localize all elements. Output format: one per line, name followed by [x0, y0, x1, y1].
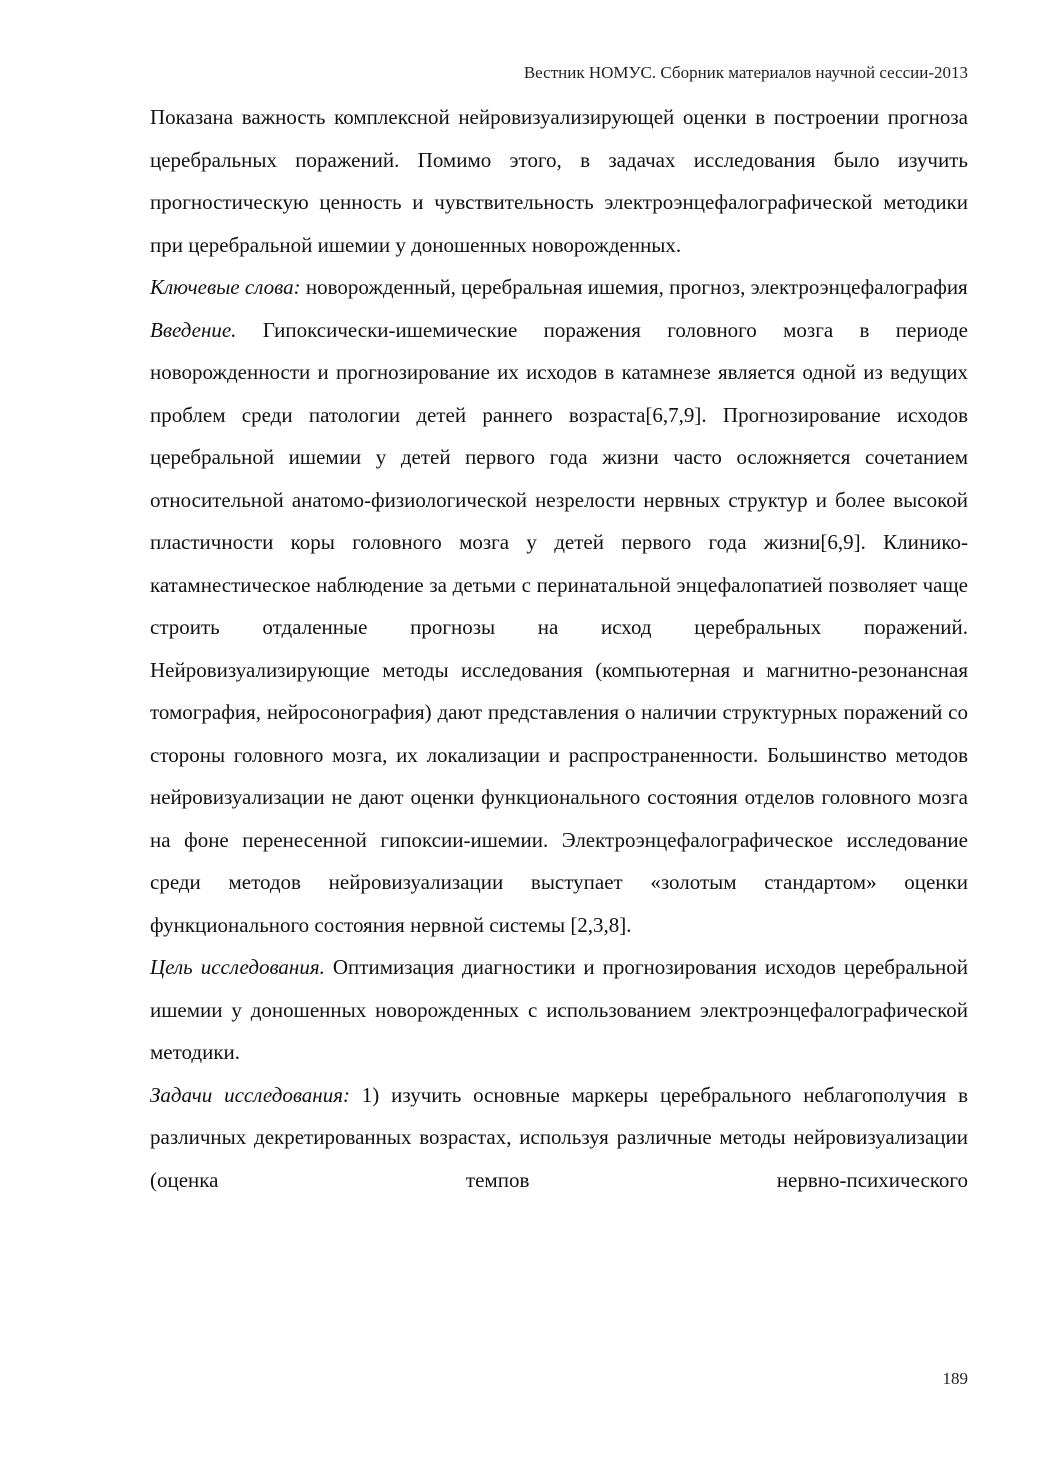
tasks-text: 1) изучить основные маркеры церебрального неблагополучия в различных декретированных возрастах, используя различные методы нейровизуализации (оценка темпов нервно-психического [150, 1082, 969, 1192]
keywords-paragraph [150, 266, 968, 309]
aim-paragraph [150, 946, 968, 1074]
keywords-text: новорожденный, церебральная ишемия, прогноз, электроэнцефалография [300, 275, 968, 299]
aim-label: Цель исследования. [150, 955, 325, 979]
abstract-paragraph [150, 96, 968, 266]
tasks-label: Задачи исследования: [150, 1082, 350, 1107]
body-text [150, 96, 968, 1201]
introduction-text: Гипоксически-ишемические поражения головного мозга в периоде новорожденности и прогнозирование их исходов в катамнезе является одной из ведущих проблем среди патологии детей раннего возраста[6,7,9]. Прогнозирование исходов церебральной ишемии у детей первого года жизни часто осложняется сочетанием относительной анатомо-физиологической незрелости нервных структур и более высокой пластичности коры головного мозга у детей первого года жизни[6,9]. Клинико-катамнестическое наблюдение за детьми с перинатальной энцефалопатией позволяет чаще строить отдаленные прогнозы на исход церебральных поражений. Нейровизуализирующие методы исследования (компьютерная и магнитно-резонансная томография, нейросонография) дают представления о наличии структурных поражений со стороны головного мозга, их локализации и распространенности. Большинство методов нейровизуализации не дают оценки функционального состояния отделов головного мозга на фоне перенесенной гипоксии-ишемии. Электроэнцефалографическое исследование среди методов нейровизуализации выступает «золотым стандартом» оценки функционального состояния нервной системы [2,3,8]. [150, 317, 968, 937]
running-header: Вестник НОМУС. Сборник материалов научной сессии-2013 [523, 63, 968, 82]
keywords-label: Ключевые слова: [150, 275, 301, 299]
introduction-paragraph [150, 309, 968, 947]
introduction-label: Введение. [150, 317, 237, 342]
page-number: 189 [942, 1369, 968, 1388]
abstract-text: Показана важность комплексной нейровизуализирующей оценки в построении прогноза церебральных поражений. Помимо этого, в задачах исследования было изучить прогностическую ценность и чувствительность электроэнцефалографической методики при церебральной ишемии у доношенных новорожденных. [150, 105, 968, 257]
tasks-paragraph [150, 1074, 968, 1202]
aim-text: Оптимизация диагностики и прогнозирования исходов церебральной ишемии у доношенных новорожденных с использованием электроэнцефалографической методики. [150, 955, 968, 1064]
